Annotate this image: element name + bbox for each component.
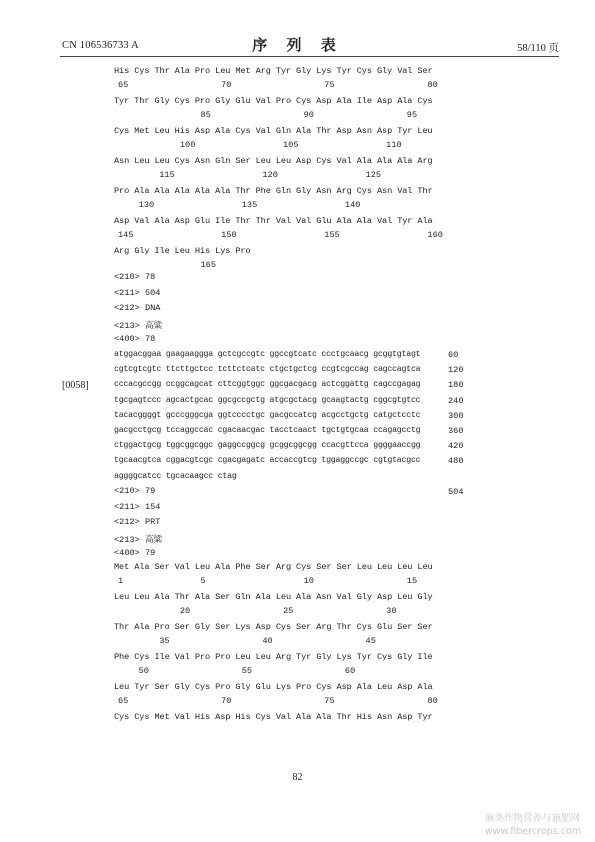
watermark-url: www.fibercrops.com xyxy=(484,826,581,837)
position-numbers: 65 70 75 80 xyxy=(118,696,438,706)
header-page-indicator: 58/110 页 xyxy=(517,43,559,54)
position-numbers: 65 70 75 80 xyxy=(118,80,438,90)
dna-position-number: 504 xyxy=(448,486,464,497)
page-number: 82 xyxy=(292,772,303,783)
position-numbers: 100 105 110 xyxy=(118,140,402,150)
residue-line: Asp Val Ala Asp Glu Ile Thr Thr Val Val Glu Ala Ala Val Tyr Ala xyxy=(114,216,433,226)
residue-line: Phe Cys Ile Val Pro Pro Leu Leu Arg Tyr Gly Lys Tyr Cys Gly Ile xyxy=(114,652,433,662)
residue-line: Pro Ala Ala Ala Ala Ala Thr Phe Gln Gly Asn Arg Cys Asn Val Thr xyxy=(114,186,433,196)
position-numbers: 85 90 95 xyxy=(118,110,418,120)
residue-line: Tyr Thr Gly Cys Pro Gly Glu Val Pro Cys Asp Ala Ile Asp Ala Cys xyxy=(114,96,433,106)
residue-line: Leu Leu Ala Thr Ala Ser Gln Ala Leu Ala Asn Val Gly Asp Leu Gly xyxy=(114,592,433,602)
dna-position-number: 180 xyxy=(448,380,464,391)
dna-position-number: 120 xyxy=(448,365,464,376)
sequence-meta-line: <210> 78 xyxy=(114,272,156,282)
position-numbers: 1 5 10 15 xyxy=(118,576,418,586)
paragraph-label: [0058] xyxy=(62,380,89,391)
dna-sequence-line: cccacgccgg ccggcagcat cttcggtggc ggcgacgacg actcggattg cagccgagag xyxy=(114,380,421,390)
dna-position-number: 60 xyxy=(448,350,459,360)
residue-line: Asn Leu Leu Cys Asn Gln Ser Leu Leu Asp Cys Val Ala Ala Ala Arg xyxy=(114,156,433,166)
position-numbers: 165 xyxy=(118,260,216,270)
position-numbers: 35 40 45 xyxy=(118,636,376,646)
watermark xyxy=(485,812,581,838)
sequence-meta-line: <211> 154 xyxy=(114,501,161,512)
sequence-meta-line: <212> PRT xyxy=(114,517,161,527)
sequence-meta-line: <400> 78 xyxy=(114,334,156,344)
residue-line: Leu Tyr Ser Gly Cys Pro Gly Glu Lys Pro Cys Asp Ala Leu Asp Ala xyxy=(114,682,433,692)
dna-sequence-line: atggacggaa gaagaaggga gctcgccgtc ggccgtcatc ccctgcaacg gcggtgtagt xyxy=(114,350,421,359)
residue-line: His Cys Thr Ala Pro Leu Met Arg Tyr Gly Lys Tyr Cys Gly Val Ser xyxy=(114,66,433,76)
dna-position-number: 420 xyxy=(448,441,464,452)
header-patent-id: CN 106536733 A xyxy=(62,40,139,51)
dna-sequence-line: tgcaacgtca cggacgtcgc cgacgagatc accaccgtcg tggaggccgc cgtgtacgcc xyxy=(114,456,421,466)
dna-position-number: 480 xyxy=(448,456,464,467)
residue-line: Met Ala Ser Val Leu Ala Phe Ser Arg Cys Ser Ser Leu Leu Leu Leu xyxy=(114,562,433,572)
sequence-meta-line: <213> 高粱 xyxy=(114,534,163,545)
dna-position-number: 300 xyxy=(448,410,464,421)
dna-sequence-line: aggggcatcc tgcacaagcc ctag xyxy=(114,471,237,481)
sequence-meta-line: <400> 79 xyxy=(114,548,156,558)
dna-position-number: 360 xyxy=(448,426,464,436)
residue-line: Arg Gly Ile Leu His Lys Pro xyxy=(114,246,251,256)
sequence-meta-line: <212> DNA xyxy=(114,303,161,313)
position-numbers: 115 120 125 xyxy=(118,170,382,180)
position-numbers: 130 135 140 xyxy=(118,200,361,210)
dna-position-number: 240 xyxy=(448,395,464,406)
residue-line: Cys Cys Met Val His Asp His Cys Val Ala Ala Thr His Asn Asp Tyr xyxy=(114,712,433,722)
dna-sequence-line: ctggactgcg tggcggcggc gaggccggcg gcggcggcgg ccacgttcca ggggaaccgg xyxy=(114,441,421,451)
sequence-meta-line: <210> 79 xyxy=(114,486,156,496)
dna-sequence-line: tacacggggt gcccgggcga ggtcccctgc gacgccatcg acgcctgctg catgctcctc xyxy=(114,410,421,420)
position-numbers: 145 150 155 160 xyxy=(118,230,443,240)
dna-sequence-line: gacgcctgcg tccaggccac cgacaacgac tacctcaact tgctgtgcaa ccagagcctg xyxy=(114,426,421,435)
sequence-meta-line: <213> 高粱 xyxy=(114,320,163,331)
watermark-site-name: 麻类作物营养与施肥网 xyxy=(484,813,580,824)
residue-line: Thr Ala Pro Ser Gly Ser Lys Asp Cys Ser Arg Thr Cys Glu Ser Ser xyxy=(114,622,433,632)
position-numbers: 50 55 60 xyxy=(118,666,356,676)
header-rule xyxy=(60,56,559,57)
sequence-meta-line: <211> 504 xyxy=(114,287,161,298)
residue-line: Cys Met Leu His Asp Ala Cys Val Gln Ala Thr Asp Asn Asp Tyr Leu xyxy=(114,126,433,136)
header-title: 序 列 表 xyxy=(252,36,343,54)
position-numbers: 20 25 30 xyxy=(118,606,397,616)
dna-sequence-line: tgcgagtccc agcactgcac ggcgccgctg atgcgctacg gcaagtactg cggcgtgtcc xyxy=(114,395,421,405)
dna-sequence-line: cgtcgtcgtc ttcttgctcc tcttctcatc ctgctgctcg ccgtcgccag cagccagtca xyxy=(114,365,421,375)
